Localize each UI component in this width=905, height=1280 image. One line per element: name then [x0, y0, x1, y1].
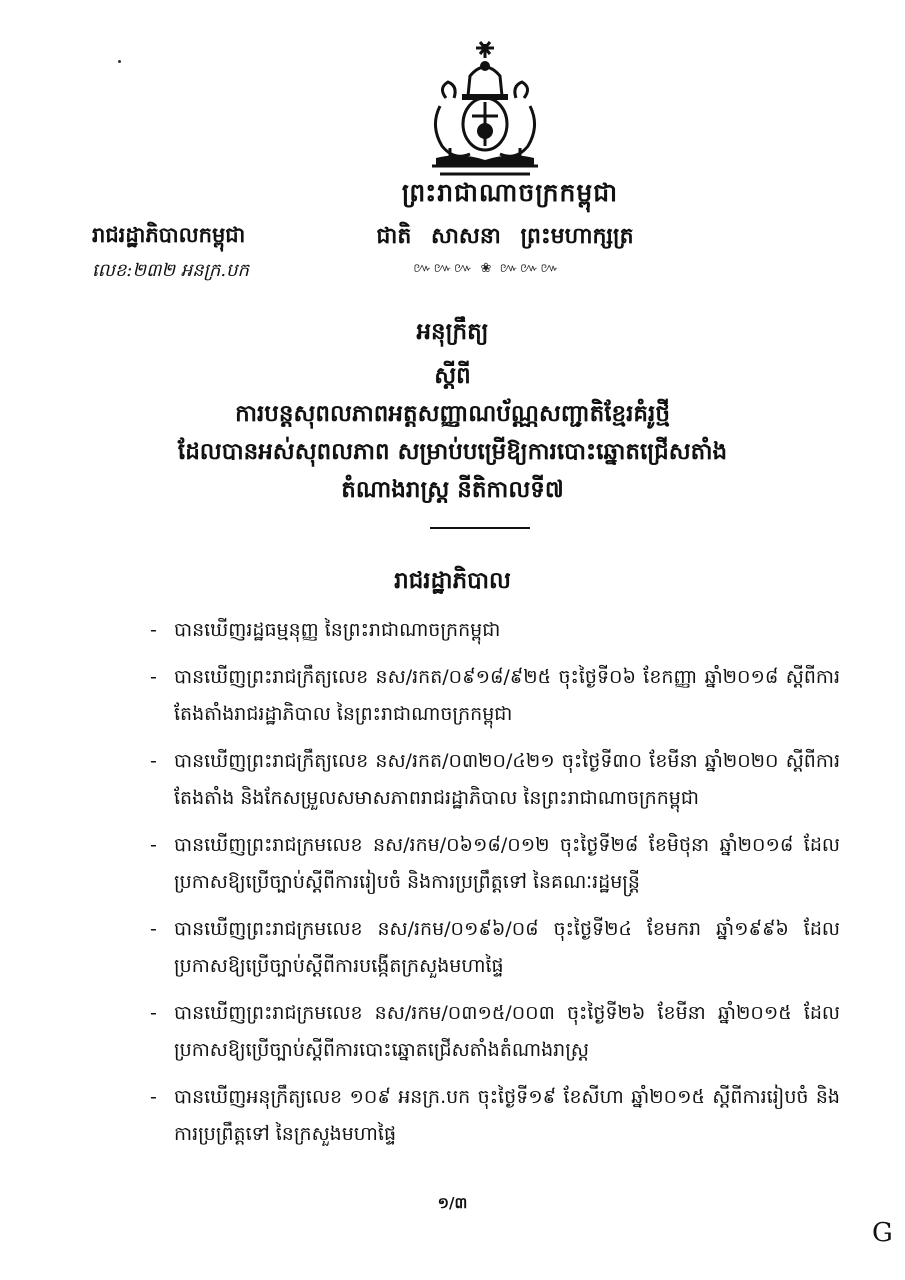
- bullet-dash: -: [150, 750, 157, 772]
- bullet-dash: -: [150, 918, 157, 940]
- list-item-text: បានឃើញព្រះរាជក្រមលេខ នស/រកម/០១៩៦/០៨ ចុះថ្ងៃទី២៤ ខែមករា ឆ្នាំ១៩៩៦ ដែលប្រកាសឱ្យប្រើច្បាប់ស្តីពីការបង្កើតក្រសួងមហាផ្ទៃ: [174, 918, 840, 977]
- national-motto: ជាតិ សាសនា ព្រះមហាក្សត្រ: [376, 224, 634, 249]
- bullet-dash: -: [150, 619, 157, 641]
- bullet-dash: -: [150, 1086, 157, 1108]
- list-item: [150, 827, 840, 901]
- title-divider: [430, 527, 530, 529]
- section-heading: រាជរដ្ឋាភិបាល: [394, 568, 511, 594]
- list-item: [150, 995, 840, 1069]
- reference-number: លេខ:២៣២ អនក្រ.បក: [92, 260, 249, 281]
- subject-line: ការបន្តសុពលភាពអត្តសញ្ញាណប័ណ្ណសញ្ជាតិខ្មែរគំរូថ្មី: [235, 401, 670, 427]
- about-label: ស្តីពី: [434, 363, 471, 389]
- list-item-text: បានឃើញរដ្ឋធម្មនុញ្ញ នៃព្រះរាជាណាចក្រកម្ពុជា: [174, 619, 501, 641]
- subject-line: តំណាងរាស្ត្រ នីតិកាលទី៧: [341, 477, 564, 503]
- issuing-authority: រាជរដ្ឋាភិបាលកម្ពុជា: [92, 223, 246, 247]
- handwritten-initial: G: [872, 1218, 893, 1248]
- list-item: [150, 911, 840, 985]
- list-item-text: បានឃើញព្រះរាជក្រមលេខ នស/រកម/០៦១៨/០១២ ចុះថ្ងៃទី២៨ ខែមិថុនា ឆ្នាំ២០១៨ ដែលប្រកាសឱ្យប្រើច្បាប់ស្តីពីការរៀបចំ និងការប្រព្រឹត្តទៅ នៃគណៈរដ្ឋមន្ត្រី: [174, 834, 840, 893]
- list-item-text: បានឃើញព្រះរាជក្រឹត្យលេខ នស/រកត/០៩១៨/៩២៥ ចុះថ្ងៃទី០៦ ខែកញ្ញា ឆ្នាំ២០១៨ ស្តីពីការតែងតាំងរាជរដ្ឋាភិបាល នៃព្រះរាជាណាចក្រកម្ពុជា: [174, 666, 840, 725]
- list-item: [150, 743, 840, 817]
- scan-speck: [118, 60, 121, 63]
- royal-coat-of-arms-emblem: [410, 36, 560, 186]
- kingdom-name: ព្រះរាជាណាចក្រកម្ពុជា: [401, 178, 619, 207]
- bullet-dash: -: [150, 834, 157, 856]
- list-item: [150, 612, 840, 649]
- list-item-text: បានឃើញព្រះរាជក្រឹត្យលេខ នស/រកត/០៣២០/៤២១ ចុះថ្ងៃទី៣០ ខែមីនា ឆ្នាំ២០២០ ស្តីពីការតែងតាំង និងកែសម្រួលសមាសភាពរាជរដ្ឋាភិបាល នៃព្រះរាជាណាចក្រកម្ពុជា: [174, 750, 840, 809]
- list-item: [150, 659, 840, 733]
- page-number: ១/៣: [437, 1194, 468, 1212]
- legal-basis-list: [150, 612, 840, 1163]
- list-item: [150, 1079, 840, 1153]
- bullet-dash: -: [150, 666, 157, 688]
- list-item-text: បានឃើញអនុក្រឹត្យលេខ ១០៩ អនក្រ.បក ចុះថ្ងៃទី១៩ ខែសីហា ឆ្នាំ២០១៥ ស្តីពីការរៀបចំ និងការប្រព្រឹត្តទៅ នៃក្រសួងមហាផ្ទៃ: [174, 1086, 840, 1145]
- bullet-dash: -: [150, 1002, 157, 1024]
- decorative-ornament: ៚៚៚ ❀ ៚៚៚: [413, 261, 561, 276]
- document-type: អនុក្រឹត្យ: [416, 319, 489, 345]
- subject-line: ដែលបានអស់សុពលភាព សម្រាប់បម្រើឱ្យការបោះឆ្នោតជ្រើសតាំង: [177, 439, 728, 465]
- list-item-text: បានឃើញព្រះរាជក្រមលេខ នស/រកម/០៣១៥/០០៣ ចុះថ្ងៃទី២៦ ខែមីនា ឆ្នាំ២០១៥ ដែលប្រកាសឱ្យប្រើច្បាប់ស្តីពីការបោះឆ្នោតជ្រើសតាំងតំណាងរាស្ត្រ: [174, 1002, 840, 1061]
